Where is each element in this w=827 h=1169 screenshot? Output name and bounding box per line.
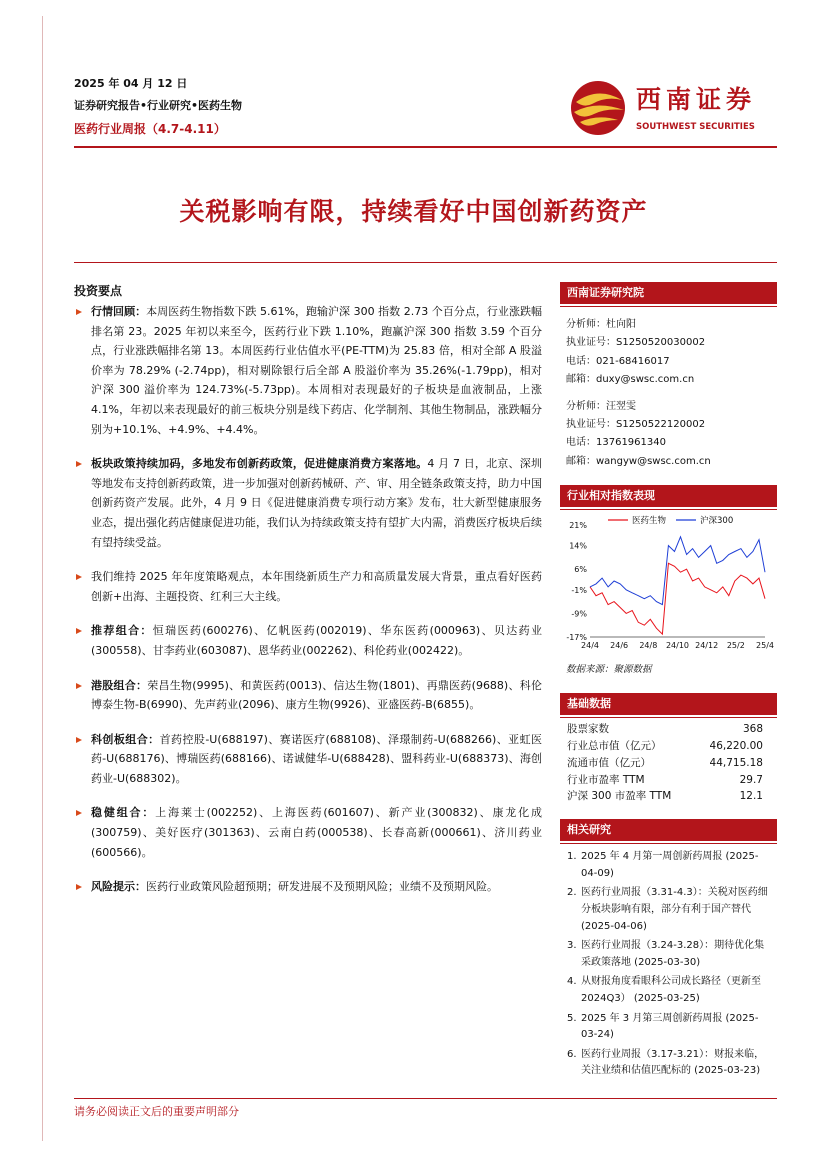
related-research-item[interactable]: 3. 医药行业周报（3.24-3.28）：期待优化集采政策落地 (2025-03-30): [567, 940, 765, 968]
y-tick-label: -17%: [566, 633, 587, 643]
basic-data-row: 沪深 300 市盈率 TTM 12.1: [567, 790, 763, 803]
series-line-沪深300: [590, 537, 765, 605]
page-title: 关税影响有限，持续看好中国创新药资产: [179, 197, 648, 226]
y-tick-label: -9%: [571, 609, 587, 619]
x-tick-label: 24/12: [695, 641, 719, 651]
point-hk-portfolio: 港股组合：荣昌生物(9995)、和黄医药(0013)、信达生物(1801)、再鼎医药(9688)、科伦博泰生物-B(6990)、先声药业(2096)、康方生物(9926)、亚盛医药-B(6855)。: [74, 676, 542, 715]
header-divider: [74, 146, 777, 148]
research-institute-heading: 西南证券研究院: [560, 282, 777, 304]
x-tick-label: 24/6: [610, 641, 629, 651]
legend-label: 沪深300: [700, 516, 734, 527]
point-stable-portfolio: 稳健组合：上海莱士(002252)、上海医药(601607)、新产业(300832)、康龙化成(300759)、美好医疗(301363)、云南白药(000538)、长春高新(000661)、济川药业(600566)。: [74, 803, 542, 862]
x-tick-label: 24/10: [665, 641, 690, 651]
point-risk: 风险提示：医药行业政策风险超预期；研发进展不及预期风险；业绩不及预期风险。: [74, 877, 542, 897]
analyst-1: [560, 316, 777, 390]
related-research-item[interactable]: 1. 2025 年 4 月第一周创新药周报 (2025-04-09): [567, 851, 759, 879]
legend-label: 医药生物: [632, 516, 667, 527]
basic-data-heading: 基础数据: [560, 693, 777, 715]
company-logo: [566, 78, 776, 138]
point-policy: 板块政策持续加码，多地发布创新药政策，促进健康消费方案落地。4 月 7 日，北京、深圳等地发布支持创新药政策，进一步加强对创新药械研、产、审、用全链条政策支持，助力中国创新药资产发展。此外，4 月 9 日《促进健康消费专项行动方案》发布，壮大新型健康服务业态，提出强化药店健康促进功能，我们认为持续政策支持有望扩大内需，消费医疗板块后续有望持续受益。: [74, 454, 542, 552]
logo-english-name: SOUTHWEST SECURITIES: [636, 122, 755, 132]
basic-data-row: 行业市盈率 TTM 29.7: [567, 773, 763, 786]
y-tick-label: 6%: [574, 565, 587, 575]
y-tick-label: -1%: [571, 586, 587, 596]
index-chart: [560, 513, 777, 675]
footer-divider: [74, 1098, 777, 1099]
analyst-license: 执业证号：S1250522120002: [566, 419, 706, 431]
logo-chinese-name: 西南证券: [636, 85, 757, 114]
basic-data-row: 行业总市值（亿元） 46,220.00: [567, 740, 763, 753]
related-research-heading: 相关研究: [560, 819, 777, 841]
point-strategy: 我们维持 2025 年年度策略观点，本年围绕新质生产力和高质量发展大背景，重点看好医药创新+出海、主题投资、红利三大主线。: [74, 567, 542, 606]
analyst-2: [560, 398, 777, 472]
x-tick-label: 24/4: [581, 641, 599, 651]
analyst-phone: 电话：021-68416017: [566, 355, 670, 367]
related-research-item[interactable]: 4. 从财报角度看眼科公司成长路径（更新至 2024Q3） (2025-03-25): [567, 976, 761, 1004]
analyst-name: 分析师：杜向阳: [566, 319, 636, 330]
left-margin-rule: [42, 16, 43, 1141]
point-recommended-portfolio: 推荐组合：恒瑞医药(600276)、亿帆医药(002019)、华东医药(000963)、贝达药业(300558)、甘李药业(603087)、恩华药业(002262)、科伦药业(002422)。: [74, 621, 542, 660]
chart-source: 数据来源：聚源数据: [566, 664, 652, 676]
investment-points: [74, 302, 542, 912]
report-category: 证券研究报告•行业研究•医药生物: [74, 99, 243, 112]
analyst-name: 分析师：汪翌雯: [566, 400, 636, 412]
report-date: 2025 年 04 月 12 日: [74, 77, 188, 90]
related-research-item[interactable]: 6. 医药行业周报（3.17-3.21）：财报来临，关注业绩和估值匹配标的 (2025-03-23): [567, 1048, 765, 1077]
basic-data-row: 股票家数 368: [567, 723, 763, 736]
analyst-phone: 电话：13761961340: [566, 437, 666, 449]
logo-emblem-icon: [566, 78, 630, 138]
series-line-医药生物: [590, 564, 765, 635]
point-star-portfolio: 科创板组合：首药控股-U(688197)、赛诺医疗(688108)、泽璟制药-U(688266)、亚虹医药-U(688176)、博瑞医药(688166)、诺诚健华-U(688428)、盟科药业-U(688373)、海创药业-U(688302)。: [74, 730, 542, 789]
basic-data-row: 流通市值（亿元） 44,715.18: [567, 756, 763, 769]
related-research-list: [560, 849, 777, 1080]
analyst-license: 执业证号：S1250520030002: [566, 337, 706, 349]
basic-data-table: [560, 721, 777, 805]
x-tick-label: 24/8: [639, 641, 658, 651]
title-divider: [74, 262, 777, 263]
index-line-chart: [560, 513, 777, 655]
y-tick-label: 14%: [569, 541, 587, 551]
y-tick-label: 21%: [569, 521, 587, 531]
x-tick-label: 25/2: [726, 641, 745, 651]
investment-points-heading: 投资要点: [74, 284, 123, 298]
sidebar: [560, 282, 777, 1083]
x-tick-label: 25/4: [756, 641, 774, 651]
analyst-email[interactable]: 邮箱：duxy@swsc.com.cn: [566, 374, 695, 386]
related-research-item[interactable]: 2. 医药行业周报（3.31-4.3）：关税对医药细分板块影响有限，部分有利于国产替代 (2025-04-06): [567, 887, 768, 932]
footer-disclaimer: 请务必阅读正文后的重要声明部分: [74, 1105, 239, 1118]
analyst-email[interactable]: 邮箱：wangyw@swsc.com.cn: [566, 455, 711, 467]
point-market-review: 行情回顾：本周医药生物指数下跌 5.61%，跑输沪深 300 指数 2.73 个百分点，行业涨跌幅排名第 23。2025 年初以来至今，医药行业下跌 1.10%，跑赢沪深 300 指数 3.59 个百分点，行业涨跌幅排名第 13。本周医药行业估值水平(PE-TTM)为 25.83 倍，相对全部 A 股溢价率为 78.29% (-2.74pp)，相对剔除银行后全部 A 股溢价率为 35.26%(-1.79pp)，相对沪深 300 溢价率为 124.73%(-5.73pp)。本周相对表现最好的子板块是血液制品，上涨 4.1%，年初以来表现最好的前三板块分别是线下药店、化学制剂、其他生物制品，涨跌幅分别为+10.1%、+4.9%、+4.4%。: [74, 302, 542, 439]
related-research-item[interactable]: 5. 2025 年 3 月第三周创新药周报 (2025-03-24): [567, 1012, 759, 1041]
report-type: 医药行业周报（4.7-4.11）: [74, 122, 226, 136]
index-chart-heading: 行业相对指数表现: [560, 485, 777, 507]
